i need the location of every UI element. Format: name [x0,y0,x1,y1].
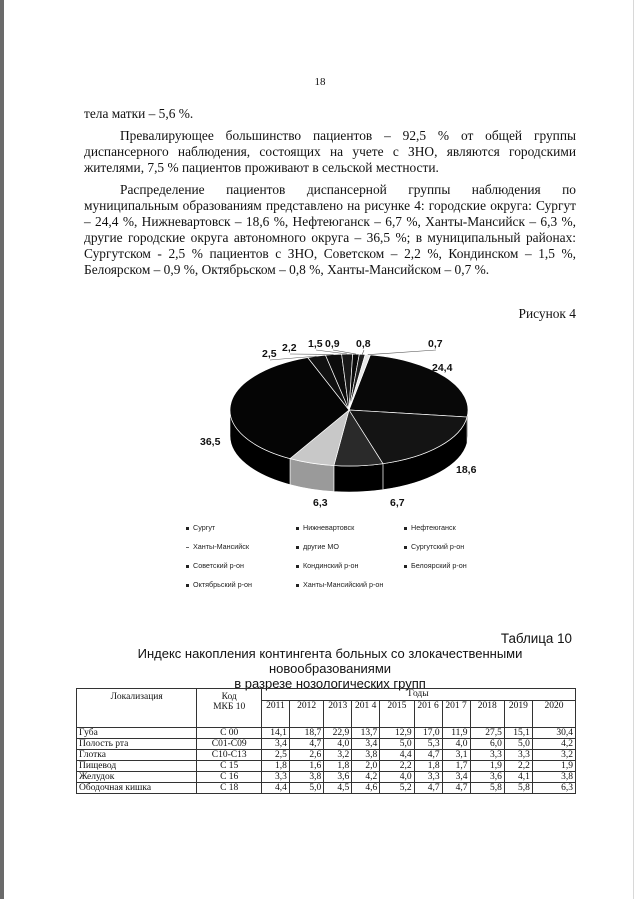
legend-marker-icon [296,527,299,530]
legend-item [296,561,358,570]
row-localization: Губа [77,728,197,739]
row-value: 2,6 [289,750,323,761]
paragraph-1: тела матки – 5,6 %. [84,106,194,121]
legend-label: Ханты-Мансийский р-он [303,580,384,589]
row-value: 5,8 [504,783,532,794]
row-value: 3,6 [470,772,504,783]
row-value: 4,7 [414,750,442,761]
data-label-6: 2,2 [282,342,297,354]
data-label-3: 6,3 [313,497,328,509]
data-label-8: 0,9 [325,338,340,350]
table-row [77,750,576,761]
row-value: 4,2 [352,772,380,783]
header-years: Годы [261,689,575,701]
row-localization: Желудок [77,772,197,783]
row-value: 1,6 [289,761,323,772]
data-label-9: 0,8 [356,338,371,350]
row-value: 3,8 [532,772,575,783]
year-header: 201 4 [352,701,380,728]
row-value: 6,0 [470,739,504,750]
legend-marker-icon [296,546,299,549]
row-value: 4,2 [532,739,575,750]
leader-line-7 [316,350,347,354]
legend-label: Белоярский р-он [411,561,467,570]
row-value: 1,9 [470,761,504,772]
row-value: 4,0 [380,772,414,783]
row-value: 4,7 [289,739,323,750]
year-header: 2019 [504,701,532,728]
row-value: 22,9 [324,728,352,739]
row-value: 3,3 [414,772,442,783]
legend-item [404,523,456,532]
row-value: 3,4 [261,739,289,750]
table-title-line-1: Индекс накопления контингента больных со злокачественными новообразованиями [137,646,523,676]
row-value: 1,8 [261,761,289,772]
table-row [77,783,576,794]
row-value: 3,2 [324,750,352,761]
legend-marker-icon [296,584,299,587]
legend-item [186,561,244,570]
row-code: С 16 [197,772,262,783]
row-code: С 15 [197,761,262,772]
year-header: 2011 [261,701,289,728]
row-value: 3,4 [442,772,470,783]
table-title [80,646,580,691]
year-header: 2020 [532,701,575,728]
row-value: 1,8 [324,761,352,772]
row-localization: Полость рта [77,739,197,750]
legend-item [296,580,383,589]
data-label-1: 18,6 [456,464,477,476]
row-code: С 18 [197,783,262,794]
row-value: 3,8 [352,750,380,761]
row-value: 3,1 [442,750,470,761]
row-value: 3,3 [470,750,504,761]
legend-item [186,580,252,589]
row-code: С 00 [197,728,262,739]
row-value: 27,5 [470,728,504,739]
legend-marker-icon [186,584,189,587]
data-label-0: 24,4 [432,362,453,374]
row-value: 4,0 [442,739,470,750]
legend-label: Октябрьский р-он [193,580,252,589]
row-value: 4,4 [380,750,414,761]
row-value: 6,3 [532,783,575,794]
year-header: 2015 [380,701,414,728]
header-localization: Локализация [77,689,197,728]
year-header: 201 6 [414,701,442,728]
table-caption: Таблица 10 [500,631,572,646]
legend-item [404,542,464,551]
legend-marker-icon [186,565,189,568]
year-header: 2013 [324,701,352,728]
row-value: 4,1 [504,772,532,783]
row-value: 13,7 [352,728,380,739]
legend-marker-icon [186,527,189,530]
row-value: 14,1 [261,728,289,739]
row-value: 3,3 [504,750,532,761]
row-value: 5,8 [470,783,504,794]
row-value: 2,5 [261,750,289,761]
row-localization: Ободочная кишка [77,783,197,794]
header-code-line-1: Код [221,692,237,702]
page-number: 18 [314,76,326,88]
row-value: 3,2 [532,750,575,761]
legend-item [186,542,249,551]
legend-marker-icon [404,546,407,549]
legend-marker-icon [186,547,189,548]
row-value: 3,3 [261,772,289,783]
table-row [77,761,576,772]
row-value: 1,8 [414,761,442,772]
data-label-10: 0,7 [428,338,443,350]
row-value: 15,1 [504,728,532,739]
legend-label: Нефтеюганск [411,523,456,532]
data-label-7: 1,5 [308,338,323,350]
nosology-table [76,688,576,794]
legend-label: Сургутский р-он [411,542,465,551]
row-value: 2,2 [504,761,532,772]
row-value: 4,7 [414,783,442,794]
legend-marker-icon [404,565,407,568]
year-header: 2012 [289,701,323,728]
legend-item [296,523,354,532]
legend-label: Ханты-Мансийск [193,542,250,551]
leader-line-10 [368,350,436,355]
row-value: 18,7 [289,728,323,739]
figure-label: Рисунок 4 [518,306,576,321]
table-row [77,772,576,783]
row-value: 17,0 [414,728,442,739]
leader-line-9 [362,350,364,354]
header-code-line-2: МКБ 10 [213,702,246,712]
paragraph-3: Распределение пациентов диспансерной группы наблюдения по муниципальным образованиям представлено на рисунке 4: городские округа: Сургут – 24,4 %, Нижневартовск – 18,6 %, Нефтеюганск – 6,7 %, Ханты-Мансийск – 6,3 %, другие городские округа автономного округа – 36,5 %; в муниципальный районах: Сургутском - 2,5 % пациентов с ЗНО, Советском – 2,2 %, Кондинском – 1,5 %, Белоярском – 0,9 %, Октябрьском – 0,8 %, Ханты-Мансийском – 0,7 %. [84,182,576,277]
row-value: 11,9 [442,728,470,739]
legend-marker-icon [404,527,407,530]
row-value: 4,5 [324,783,352,794]
row-value: 5,0 [380,739,414,750]
row-localization: Глотка [77,750,197,761]
legend-marker-icon [296,565,299,568]
year-header: 2018 [470,701,504,728]
legend-item [186,523,215,532]
legend-item [296,542,339,551]
row-value: 1,9 [532,761,575,772]
data-label-4: 36,5 [200,436,221,448]
row-value: 4,4 [261,783,289,794]
table-title-line-2: в разрезе нозологических групп [234,676,426,691]
table-row [77,739,576,750]
row-value: 12,9 [380,728,414,739]
row-value: 4,6 [352,783,380,794]
row-value: 3,8 [289,772,323,783]
header-code [197,689,262,728]
row-value: 4,0 [324,739,352,750]
row-localization: Пищевод [77,761,197,772]
row-value: 5,3 [414,739,442,750]
data-label-2: 6,7 [390,497,405,509]
row-value: 4,7 [442,783,470,794]
row-value: 5,0 [504,739,532,750]
legend-label: Сургут [193,523,216,532]
table-row [77,728,576,739]
row-code: С10-С13 [197,750,262,761]
row-value: 1,7 [442,761,470,772]
row-value: 2,2 [380,761,414,772]
pie-side-2 [334,464,383,492]
row-value: 5,2 [380,783,414,794]
year-header: 201 7 [442,701,470,728]
row-value: 30,4 [532,728,575,739]
legend-label: Советский р-он [193,561,245,570]
row-value: 2,0 [352,761,380,772]
row-value: 5,0 [289,783,323,794]
data-label-5: 2,5 [262,348,277,360]
legend-label: Нижневартовск [303,523,355,532]
legend-label: Кондинский р-он [303,561,359,570]
paragraph-2: Превалирующее большинство пациентов – 92,5 % от общей группы диспансерного наблюдения, состоящих на учете с ЗНО, являются городскими жителями, 7,5 % пациентов проживают в сельской местности. [84,128,576,175]
row-code: С01-С09 [197,739,262,750]
legend-label: другие МО [303,542,339,551]
legend-item [404,561,467,570]
row-value: 3,4 [352,739,380,750]
row-value: 3,6 [324,772,352,783]
